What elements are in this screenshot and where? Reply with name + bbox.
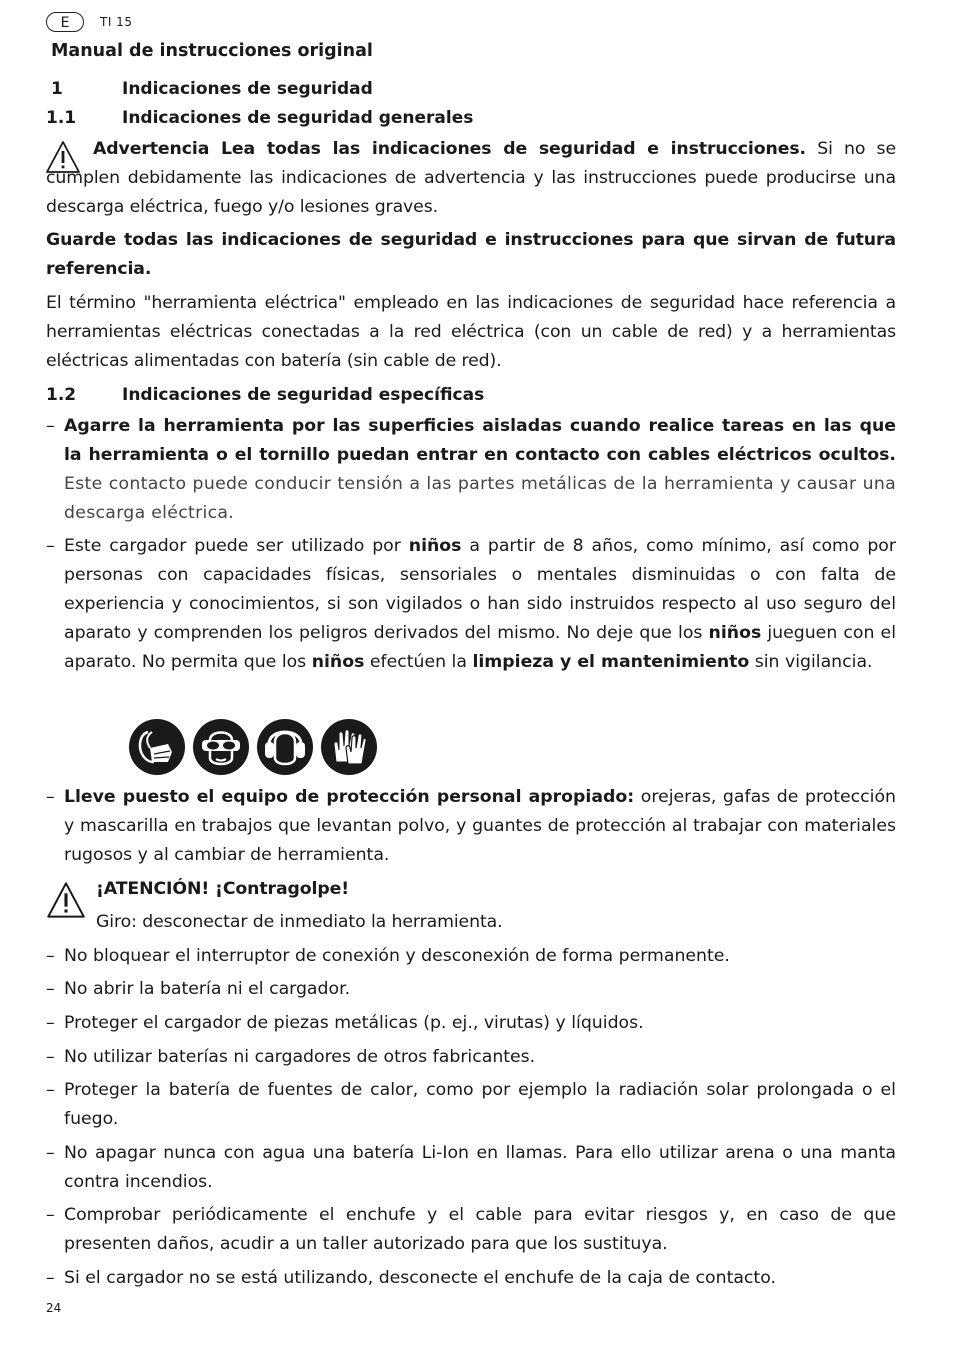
- bullet-bold: limpieza y el mantenimiento: [472, 652, 750, 672]
- bullet-text: Comprobar periódicamente el enchufe y el cable para evitar riesgos y, en caso de que presenten daños, acudir a un taller autorizado para que los sustituya.: [64, 1205, 896, 1254]
- section-1-1-heading: [46, 108, 473, 128]
- section-title: Indicaciones de seguridad generales: [122, 108, 474, 128]
- attention-text: Giro: desconectar de inmediato la herramienta.: [96, 912, 503, 932]
- bullet-dash: –: [46, 979, 55, 999]
- warning-bold: Advertencia Lea todas las indicaciones de seguridad e instrucciones.: [93, 139, 806, 159]
- bullet-bold: Lleve puesto el equipo de protección personal apropiado:: [64, 787, 635, 807]
- list-item: [46, 1264, 896, 1293]
- keep-instructions-paragraph: Guarde todas las indicaciones de seguridad e instrucciones para que sirvan de futura referencia.: [46, 230, 896, 279]
- section-number: 1.1: [46, 108, 77, 128]
- bullet-dash: –: [46, 787, 55, 807]
- bullet-dash: –: [46, 1205, 55, 1225]
- list-item: [46, 1009, 896, 1038]
- bullet-text: No abrir la batería ni el cargador.: [64, 979, 351, 999]
- warning-paragraph: [46, 135, 896, 222]
- section-1-heading: [51, 79, 373, 99]
- term-paragraph: El término "herramienta eléctrica" empleado en las indicaciones de seguridad hace referencia a herramientas eléctricas conectadas a la red eléctrica (con un cable de red) y a herramientas eléctricas alimentadas con batería (sin cable de red).: [46, 293, 896, 371]
- bullet-text: orejeras, gafas de protección y mascarilla en trabajos que levantan polvo, y guantes de protección al trabajar con materiales rugosos y al cambiar de herramienta.: [64, 787, 896, 865]
- ppe-icons: [128, 718, 378, 776]
- language-badge: E: [46, 12, 84, 32]
- bullet-bold: niños: [311, 652, 365, 672]
- list-item: [46, 412, 896, 528]
- ear-protection-icon: [256, 718, 314, 776]
- mask-icon: [128, 718, 186, 776]
- list-item: [46, 1201, 896, 1259]
- section-title: Indicaciones de seguridad: [122, 79, 373, 99]
- bullet-text: sin vigilancia.: [749, 652, 873, 672]
- goggles-icon: [192, 718, 250, 776]
- list-item: [46, 1076, 896, 1134]
- model-label: TI 15: [100, 15, 133, 29]
- attention-title: ¡ATENCIÓN! ¡Contragolpe!: [96, 879, 350, 899]
- page-header: [46, 12, 132, 32]
- bullet-text: Este contacto puede conducir tensión a las partes metálicas de la herramienta y causar una descarga eléctrica.: [64, 474, 896, 523]
- bullet-bold: Agarre la herramienta por las superficies aisladas cuando realice tareas en las que la herramienta o el tornillo puedan entrar en contacto con cables eléctricos ocultos.: [64, 416, 896, 465]
- list-item: [46, 1139, 896, 1197]
- page-number: 24: [46, 1301, 62, 1315]
- bullet-text: a partir de 8 años, como mínimo, así como por personas con capacidades físicas, sensoriales o mentales disminuidas o con falta de experiencia y conocimientos, si son vigilados o han sido instruidos respecto al uso seguro del aparato y comprenden los peligros derivados del mismo. No deje que los: [64, 536, 896, 643]
- bullet-text: Este cargador puede ser utilizado por: [64, 536, 409, 556]
- bullet-dash: –: [46, 1047, 55, 1067]
- bullet-text: Proteger la batería de fuentes de calor, como por ejemplo la radiación solar prolongada o el fuego.: [64, 1080, 896, 1129]
- list-item: [46, 975, 896, 1004]
- section-title: Indicaciones de seguridad específicas: [122, 385, 485, 405]
- bullet-text: Si el cargador no se está utilizando, desconecte el enchufe de la caja de contacto.: [64, 1268, 776, 1288]
- bullet-dash: –: [46, 1080, 55, 1100]
- bullet-bold: niños: [708, 623, 762, 643]
- list-item: [46, 1043, 896, 1072]
- section-number: 1.2: [46, 385, 77, 405]
- bullet-bold: niños: [408, 536, 462, 556]
- bullet-text: No apagar nunca con agua una batería Li-Ion en llamas. Para ello utilizar arena o una manta contra incendios.: [64, 1143, 896, 1192]
- list-item: [46, 532, 896, 677]
- bullet-dash: –: [46, 1143, 55, 1163]
- bullet-text: Proteger el cargador de piezas metálicas (p. ej., virutas) y líquidos.: [64, 1013, 644, 1033]
- bullet-dash: –: [46, 1013, 55, 1033]
- warning-text: Si no se cumplen debidamente las indicaciones de advertencia y las instrucciones puede producirse una descarga eléctrica, fuego y/o lesiones graves.: [46, 139, 896, 217]
- bullet-text: jueguen con el aparato. No permita que los: [64, 623, 896, 672]
- bullet-text: No utilizar baterías ni cargadores de otros fabricantes.: [64, 1047, 536, 1067]
- list-item: [46, 942, 896, 971]
- warning-triangle-icon: [46, 881, 86, 919]
- bullet-dash: –: [46, 416, 55, 436]
- bullet-dash: –: [46, 946, 55, 966]
- section-1-2-heading: [46, 385, 484, 405]
- gloves-icon: [320, 718, 378, 776]
- section-number: 1: [51, 79, 63, 99]
- list-item: [46, 783, 896, 870]
- bullet-dash: –: [46, 1268, 55, 1288]
- bullet-text: No bloquear el interruptor de conexión y desconexión de forma permanente.: [64, 946, 730, 966]
- bullet-dash: –: [46, 536, 55, 556]
- document-title: Manual de instrucciones original: [51, 41, 373, 61]
- bullet-text: efectúen la: [364, 652, 473, 672]
